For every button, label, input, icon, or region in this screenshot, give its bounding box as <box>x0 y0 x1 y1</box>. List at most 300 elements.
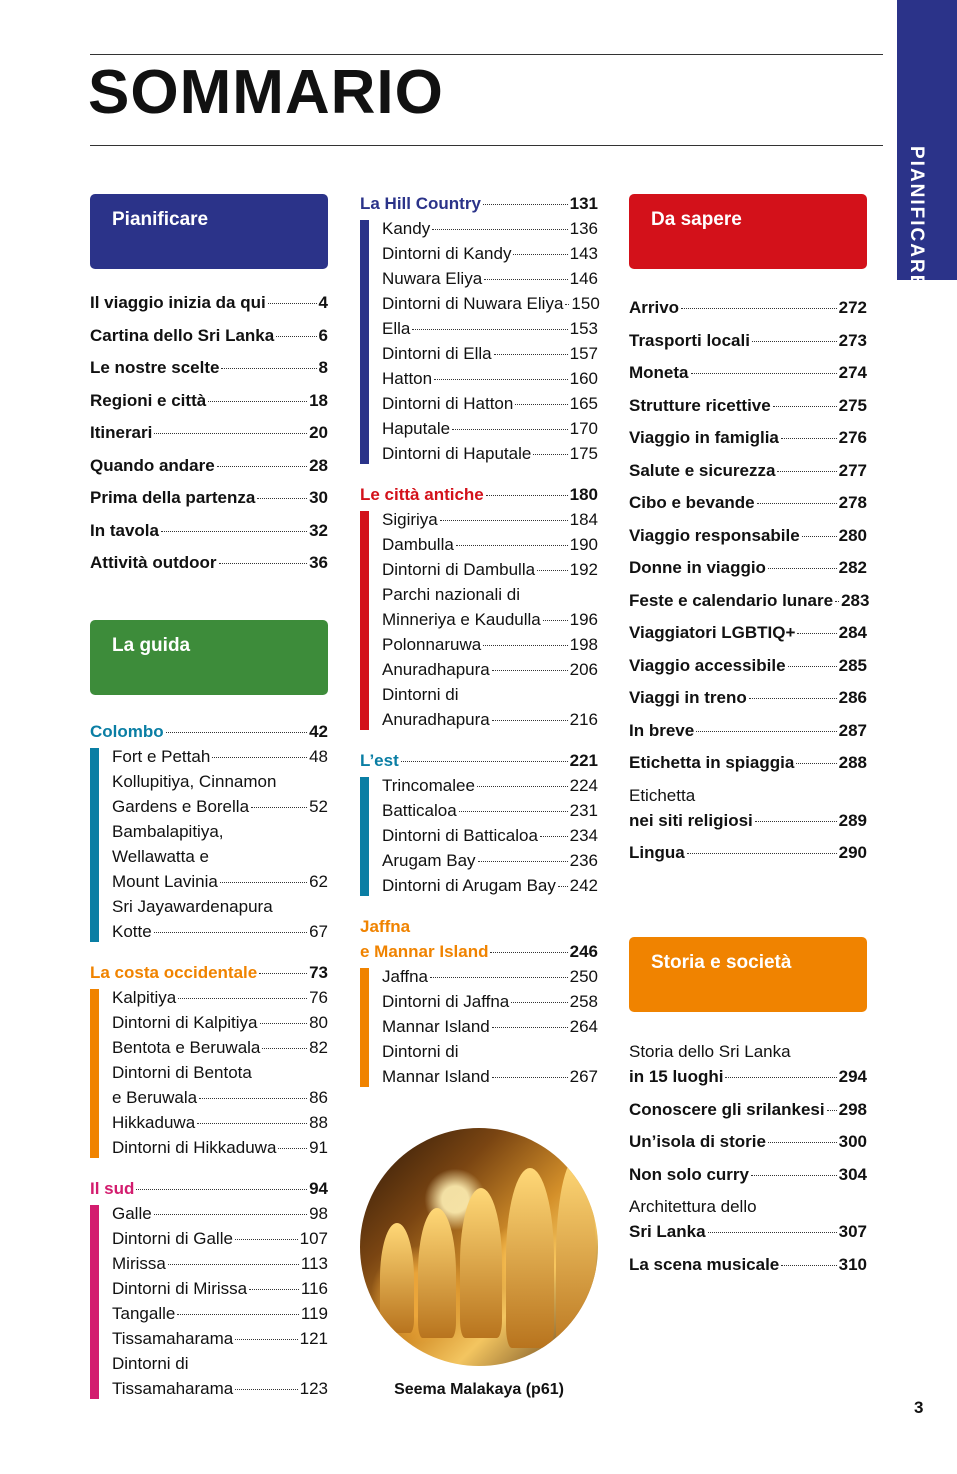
dot-leader <box>154 433 307 434</box>
dot-leader <box>220 882 307 883</box>
toc-entry[interactable] <box>90 485 328 510</box>
toc-entry[interactable] <box>382 823 598 848</box>
toc-item[interactable] <box>112 1326 328 1351</box>
toc-entry[interactable] <box>360 748 598 773</box>
toc-entry[interactable] <box>629 620 867 645</box>
toc-entry[interactable] <box>382 532 598 557</box>
toc-entry[interactable] <box>629 393 867 418</box>
dot-leader <box>511 1002 567 1003</box>
toc-entry-page: 136 <box>569 219 598 238</box>
toc-entry[interactable] <box>382 557 598 582</box>
toc-entry[interactable] <box>112 1376 328 1401</box>
section-colombo <box>90 719 328 944</box>
toc-entry[interactable] <box>112 985 328 1010</box>
top-rule <box>90 54 883 55</box>
section-color-bar <box>360 220 369 464</box>
toc-item[interactable] <box>629 685 867 710</box>
toc-entry[interactable] <box>90 323 328 348</box>
dot-leader <box>154 932 307 933</box>
toc-entry-label: Nuwara Eliya <box>382 269 483 288</box>
toc-entry-page: 287 <box>838 720 867 740</box>
toc-item[interactable] <box>90 550 328 575</box>
toc-entry[interactable] <box>90 290 328 315</box>
dot-leader <box>768 568 837 569</box>
toc-entry-page: 143 <box>569 244 598 263</box>
section-heading[interactable] <box>90 1176 328 1201</box>
toc-line: Parchi nazionali di <box>382 585 520 604</box>
toc-entry[interactable] <box>629 490 867 515</box>
toc-entry[interactable] <box>382 707 598 732</box>
dot-leader <box>492 720 568 721</box>
toc-entry-label: Dintorni di Kalpitiya <box>112 1013 258 1032</box>
toc-item[interactable] <box>382 316 598 341</box>
toc-entry-page: 307 <box>838 1222 867 1241</box>
toc-item[interactable] <box>112 894 328 944</box>
toc-item[interactable] <box>112 744 328 769</box>
toc-entry-page: 8 <box>318 358 328 377</box>
toc-entry-page: 52 <box>309 797 328 816</box>
toc-entry-label: Dintorni di Dambulla <box>382 560 536 579</box>
toc-entry[interactable] <box>382 632 598 657</box>
toc-entry-page: 175 <box>569 444 598 463</box>
toc-entry-label: La scena musicale <box>629 1254 780 1274</box>
toc-item[interactable] <box>629 1252 867 1277</box>
toc-item[interactable] <box>629 490 867 515</box>
toc-entry-label: Ella <box>382 319 411 338</box>
dot-leader <box>456 545 568 546</box>
toc-entry[interactable] <box>629 295 867 320</box>
dot-leader <box>513 254 567 255</box>
toc-entry-label: Anuradhapura <box>382 710 490 729</box>
toc-entry-label: Galle <box>112 1204 152 1223</box>
toc-item[interactable] <box>629 425 867 450</box>
section-color-bar <box>90 1205 99 1399</box>
toc-entry[interactable] <box>112 1010 328 1035</box>
toc-item[interactable] <box>629 620 867 645</box>
toc-entry-label: Prima della partenza <box>90 488 256 507</box>
toc-entry-label: Tangalle <box>112 1304 176 1323</box>
toc-entry-label: Dambulla <box>382 535 454 554</box>
section-heading[interactable] <box>360 748 598 773</box>
toc-entry-page: 146 <box>569 269 598 288</box>
toc-entry-page: 4 <box>318 293 328 312</box>
toc-item[interactable] <box>90 420 328 445</box>
toc-entry-page: 157 <box>569 344 598 363</box>
toc-entry-page: 190 <box>569 535 598 554</box>
toc-entry[interactable] <box>112 1301 328 1326</box>
section-heading[interactable] <box>360 482 598 507</box>
toc-entry-page: 123 <box>299 1379 328 1398</box>
toc-entry-page: 258 <box>569 992 598 1011</box>
toc-entry-label: Etichetta in spiaggia <box>629 753 795 772</box>
dot-leader <box>696 731 836 732</box>
toc-entry[interactable] <box>629 588 870 613</box>
toc-item[interactable] <box>382 1039 598 1089</box>
toc-item[interactable] <box>382 773 598 798</box>
toc-entry[interactable] <box>629 808 867 833</box>
dot-leader <box>483 645 567 646</box>
toc-entry[interactable] <box>360 482 598 507</box>
toc-item[interactable] <box>629 783 867 833</box>
box-storia-label: Storia e società <box>651 952 792 973</box>
dot-leader <box>565 304 569 305</box>
photo-caption: Seema Malakaya (p61) <box>394 1381 564 1398</box>
toc-item[interactable] <box>90 355 328 380</box>
toc-entry[interactable] <box>90 453 328 478</box>
dot-leader <box>484 279 567 280</box>
toc-line: Dintorni di <box>112 1354 189 1373</box>
section-heading[interactable] <box>360 191 598 216</box>
toc-item[interactable] <box>382 873 598 898</box>
toc-entry-page: 91 <box>309 1138 328 1157</box>
toc-item[interactable] <box>112 1351 328 1401</box>
toc-item[interactable] <box>629 1039 867 1089</box>
toc-entry[interactable] <box>629 653 867 678</box>
toc-entry-page: 276 <box>838 428 867 447</box>
toc-entry-page: 116 <box>300 1279 328 1298</box>
toc-item[interactable] <box>382 366 598 391</box>
toc-item[interactable] <box>629 1194 867 1244</box>
toc-entry-label: Le nostre scelte <box>90 358 220 377</box>
toc-entry[interactable] <box>112 919 328 944</box>
dot-leader <box>177 1314 299 1315</box>
toc-entry-label: Viaggiatori LGBTIQ+ <box>629 623 796 642</box>
toc-item[interactable] <box>90 290 328 315</box>
toc-entry-label: Dintorni di Mirissa <box>112 1279 248 1298</box>
toc-entry[interactable] <box>629 328 867 353</box>
toc-entry[interactable] <box>90 719 328 744</box>
toc-item[interactable] <box>382 241 598 266</box>
toc-item[interactable] <box>382 964 598 989</box>
toc-item[interactable] <box>112 1135 328 1160</box>
section-heading[interactable] <box>360 914 598 964</box>
toc-item[interactable] <box>382 848 598 873</box>
toc-item[interactable] <box>629 458 867 483</box>
toc-entry-page: 231 <box>569 801 598 820</box>
toc-entry[interactable] <box>629 840 867 865</box>
toc-entry-label: Kalpitiya <box>112 988 177 1007</box>
toc-entry[interactable] <box>629 750 867 775</box>
dot-leader <box>691 373 837 374</box>
toc-entry-page: 272 <box>838 298 867 317</box>
toc-entry-label: Viaggio responsabile <box>629 525 800 545</box>
toc-entry[interactable] <box>382 607 598 632</box>
toc-item[interactable] <box>112 1110 328 1135</box>
toc-item[interactable] <box>629 328 867 353</box>
toc-entry-page: 283 <box>841 590 870 610</box>
toc-entry[interactable] <box>112 1085 328 1110</box>
toc-entry[interactable] <box>382 441 598 466</box>
toc-entry[interactable] <box>629 1129 867 1154</box>
toc-item[interactable] <box>382 989 598 1014</box>
dot-leader <box>430 977 568 978</box>
toc-entry-page: 284 <box>838 623 867 642</box>
toc-item[interactable] <box>629 1097 867 1122</box>
dot-leader <box>533 454 567 455</box>
section-heading[interactable] <box>90 960 328 985</box>
toc-item[interactable] <box>629 555 867 580</box>
toc-entry[interactable] <box>629 685 867 710</box>
storia-list <box>629 1039 867 1284</box>
toc-entry-label: Sri Lanka <box>629 1222 706 1241</box>
toc-entry[interactable] <box>382 266 598 291</box>
toc-entry-page: 18 <box>309 390 328 410</box>
dot-leader <box>494 354 568 355</box>
toc-item[interactable] <box>112 1226 328 1251</box>
toc-item[interactable] <box>382 1014 598 1039</box>
toc-entry[interactable] <box>382 989 598 1014</box>
toc-entry-page: 6 <box>318 325 328 345</box>
toc-entry[interactable] <box>112 1135 328 1160</box>
toc-entry-label: Batticaloa <box>382 801 457 820</box>
dot-leader <box>757 503 837 504</box>
toc-entry-label: Dintorni di Batticaloa <box>382 826 538 845</box>
dot-leader <box>835 601 839 602</box>
toc-item[interactable] <box>112 1251 328 1276</box>
toc-entry[interactable] <box>90 355 328 380</box>
toc-entry[interactable] <box>382 216 598 241</box>
toc-entry[interactable] <box>382 391 598 416</box>
toc-entry[interactable] <box>382 416 598 441</box>
toc-entry[interactable] <box>629 718 867 743</box>
section-subentries <box>360 773 598 898</box>
section-color-bar <box>90 989 99 1158</box>
toc-entry-page: 267 <box>569 1067 598 1086</box>
section-heading[interactable] <box>90 719 328 744</box>
toc-entry[interactable] <box>382 848 598 873</box>
toc-entry-page: 294 <box>838 1067 867 1086</box>
toc-entry[interactable] <box>382 341 598 366</box>
toc-item[interactable] <box>90 323 328 348</box>
toc-entry[interactable] <box>90 550 328 575</box>
dot-leader <box>212 757 307 758</box>
toc-item[interactable] <box>629 1162 867 1187</box>
toc-entry[interactable] <box>382 773 598 798</box>
toc-entry-label: nei siti religiosi <box>629 810 753 830</box>
toc-item[interactable] <box>382 582 598 632</box>
toc-item[interactable] <box>112 769 328 819</box>
toc-entry-page: 160 <box>569 369 598 388</box>
toc-entry-label: Attività outdoor <box>90 553 217 572</box>
section-color-bar <box>90 748 99 942</box>
toc-entry-label: In breve <box>629 720 695 740</box>
toc-entry[interactable] <box>90 388 328 413</box>
dot-leader <box>199 1098 307 1099</box>
toc-entry[interactable] <box>382 798 598 823</box>
dot-leader <box>268 303 317 304</box>
dot-leader <box>492 1077 568 1078</box>
box-sapere-label: Da sapere <box>651 209 742 230</box>
toc-item[interactable] <box>382 441 598 466</box>
toc-entry-page: 98 <box>309 1204 328 1223</box>
toc-entry[interactable] <box>90 518 328 543</box>
toc-entry[interactable] <box>629 1162 867 1187</box>
toc-entry[interactable] <box>382 507 598 532</box>
dot-leader <box>235 1339 297 1340</box>
toc-line: Jaffna <box>360 917 411 936</box>
title-rule <box>90 145 883 146</box>
dot-leader <box>259 973 307 974</box>
dot-leader <box>725 1077 836 1078</box>
toc-entry[interactable] <box>382 657 598 682</box>
toc-entry[interactable] <box>112 1035 328 1060</box>
toc-entry[interactable] <box>629 1064 867 1089</box>
dot-leader <box>681 308 837 309</box>
toc-entry-page: 180 <box>569 485 598 504</box>
toc-entry[interactable] <box>112 1226 328 1251</box>
toc-entry[interactable] <box>112 1201 328 1226</box>
toc-entry[interactable] <box>382 964 598 989</box>
toc-entry[interactable] <box>382 241 598 266</box>
toc-entry-label: Arugam Bay <box>382 851 476 870</box>
toc-entry[interactable] <box>629 555 867 580</box>
toc-item[interactable] <box>112 985 328 1010</box>
toc-item[interactable] <box>382 416 598 441</box>
toc-entry[interactable] <box>382 1014 598 1039</box>
toc-entry[interactable] <box>112 744 328 769</box>
toc-item[interactable] <box>629 840 867 865</box>
toc-line: Kollupitiya, Cinnamon <box>112 772 277 791</box>
toc-entry[interactable] <box>629 1219 867 1244</box>
section-jaffna <box>360 914 598 1089</box>
toc-entry[interactable] <box>382 291 598 316</box>
toc-entry-label: Kotte <box>112 922 152 941</box>
toc-entry[interactable] <box>112 1110 328 1135</box>
toc-entry-page: 289 <box>838 810 867 830</box>
toc-entry-label: Mount Lavinia <box>112 872 218 891</box>
toc-entry[interactable] <box>90 960 328 985</box>
toc-entry-page: 32 <box>309 520 328 540</box>
toc-item[interactable] <box>90 388 328 413</box>
dot-leader <box>492 670 568 671</box>
toc-item[interactable] <box>112 1035 328 1060</box>
toc-entry[interactable] <box>90 1176 328 1201</box>
toc-entry-label: Un’isola di storie <box>629 1132 766 1151</box>
toc-item[interactable] <box>90 518 328 543</box>
toc-entry[interactable] <box>360 939 598 964</box>
toc-item[interactable] <box>382 632 598 657</box>
toc-entry-page: 121 <box>299 1329 328 1348</box>
toc-entry-page: 62 <box>309 872 328 891</box>
toc-item[interactable] <box>382 557 598 582</box>
dot-leader <box>827 1110 837 1111</box>
dot-leader <box>432 229 567 230</box>
toc-item[interactable] <box>629 718 867 743</box>
toc-entry-label: Cartina dello Sri Lanka <box>90 325 275 345</box>
dot-leader <box>537 570 568 571</box>
toc-entry-page: 300 <box>838 1132 867 1151</box>
toc-entry[interactable] <box>382 873 598 898</box>
toc-item[interactable] <box>629 393 867 418</box>
toc-entry[interactable] <box>112 1326 328 1351</box>
section-est <box>360 748 598 898</box>
toc-entry[interactable] <box>112 794 328 819</box>
toc-item[interactable] <box>112 1301 328 1326</box>
toc-item[interactable] <box>382 798 598 823</box>
toc-entry-label: In tavola <box>90 520 159 540</box>
dot-leader <box>260 1023 308 1024</box>
toc-entry-label: Anuradhapura <box>382 660 490 679</box>
toc-entry[interactable] <box>629 1252 867 1277</box>
toc-item[interactable] <box>112 819 328 894</box>
dot-leader <box>752 341 837 342</box>
side-tab-label: PIANIFICARE <box>906 146 927 290</box>
toc-item[interactable] <box>112 1276 328 1301</box>
dot-leader <box>543 620 568 621</box>
toc-item[interactable] <box>382 391 598 416</box>
section-color-bar <box>360 777 369 896</box>
toc-entry[interactable] <box>629 360 867 385</box>
toc-item[interactable] <box>629 750 867 775</box>
section-subentries <box>90 985 328 1160</box>
toc-entry[interactable] <box>629 458 867 483</box>
dot-leader <box>483 204 568 205</box>
toc-item[interactable] <box>382 507 598 532</box>
toc-entry[interactable] <box>629 523 867 548</box>
toc-entry[interactable] <box>629 425 867 450</box>
toc-item[interactable] <box>112 1201 328 1226</box>
toc-item[interactable] <box>382 266 598 291</box>
toc-entry-label: e Beruwala <box>112 1088 198 1107</box>
toc-item[interactable] <box>382 291 598 316</box>
toc-item[interactable] <box>90 453 328 478</box>
toc-item[interactable] <box>382 532 598 557</box>
toc-entry-page: 150 <box>571 294 600 313</box>
toc-item[interactable] <box>629 523 867 548</box>
toc-entry[interactable] <box>360 191 598 216</box>
dot-leader <box>708 1232 837 1233</box>
toc-entry-label: Dintorni di Hikkaduwa <box>112 1138 277 1157</box>
toc-item[interactable] <box>112 1010 328 1035</box>
toc-entry-label: L’est <box>360 751 399 770</box>
toc-entry[interactable] <box>112 1251 328 1276</box>
toc-entry-page: 288 <box>838 753 867 772</box>
dot-leader <box>166 732 307 733</box>
toc-item[interactable] <box>90 485 328 510</box>
dot-leader <box>755 821 837 822</box>
toc-entry-page: 277 <box>838 460 867 480</box>
toc-entry[interactable] <box>382 366 598 391</box>
dot-leader <box>773 406 837 407</box>
toc-item[interactable] <box>382 823 598 848</box>
toc-item[interactable] <box>382 216 598 241</box>
toc-item[interactable] <box>629 653 867 678</box>
toc-item[interactable] <box>629 360 867 385</box>
toc-item[interactable] <box>382 682 598 732</box>
toc-entry-page: 94 <box>309 1179 328 1198</box>
toc-line: Dintorni di Bentota <box>112 1063 252 1082</box>
toc-item[interactable] <box>629 588 870 613</box>
toc-item[interactable] <box>382 657 598 682</box>
toc-entry-label: Dintorni di Jaffna <box>382 992 510 1011</box>
toc-entry-page: 290 <box>838 843 867 862</box>
toc-entry[interactable] <box>382 1064 598 1089</box>
toc-entry[interactable] <box>90 420 328 445</box>
toc-item[interactable] <box>629 295 867 320</box>
toc-entry-page: 242 <box>569 876 598 895</box>
toc-entry[interactable] <box>112 1276 328 1301</box>
section-subentries <box>360 964 598 1089</box>
toc-entry-page: 131 <box>569 194 598 213</box>
toc-item[interactable] <box>112 1060 328 1110</box>
toc-entry[interactable] <box>112 869 328 894</box>
section-citta-antiche <box>360 482 598 732</box>
toc-item[interactable] <box>382 341 598 366</box>
toc-entry[interactable] <box>629 1097 867 1122</box>
toc-entry-label: Regioni e città <box>90 390 207 410</box>
toc-item[interactable] <box>629 1129 867 1154</box>
toc-entry[interactable] <box>382 316 598 341</box>
